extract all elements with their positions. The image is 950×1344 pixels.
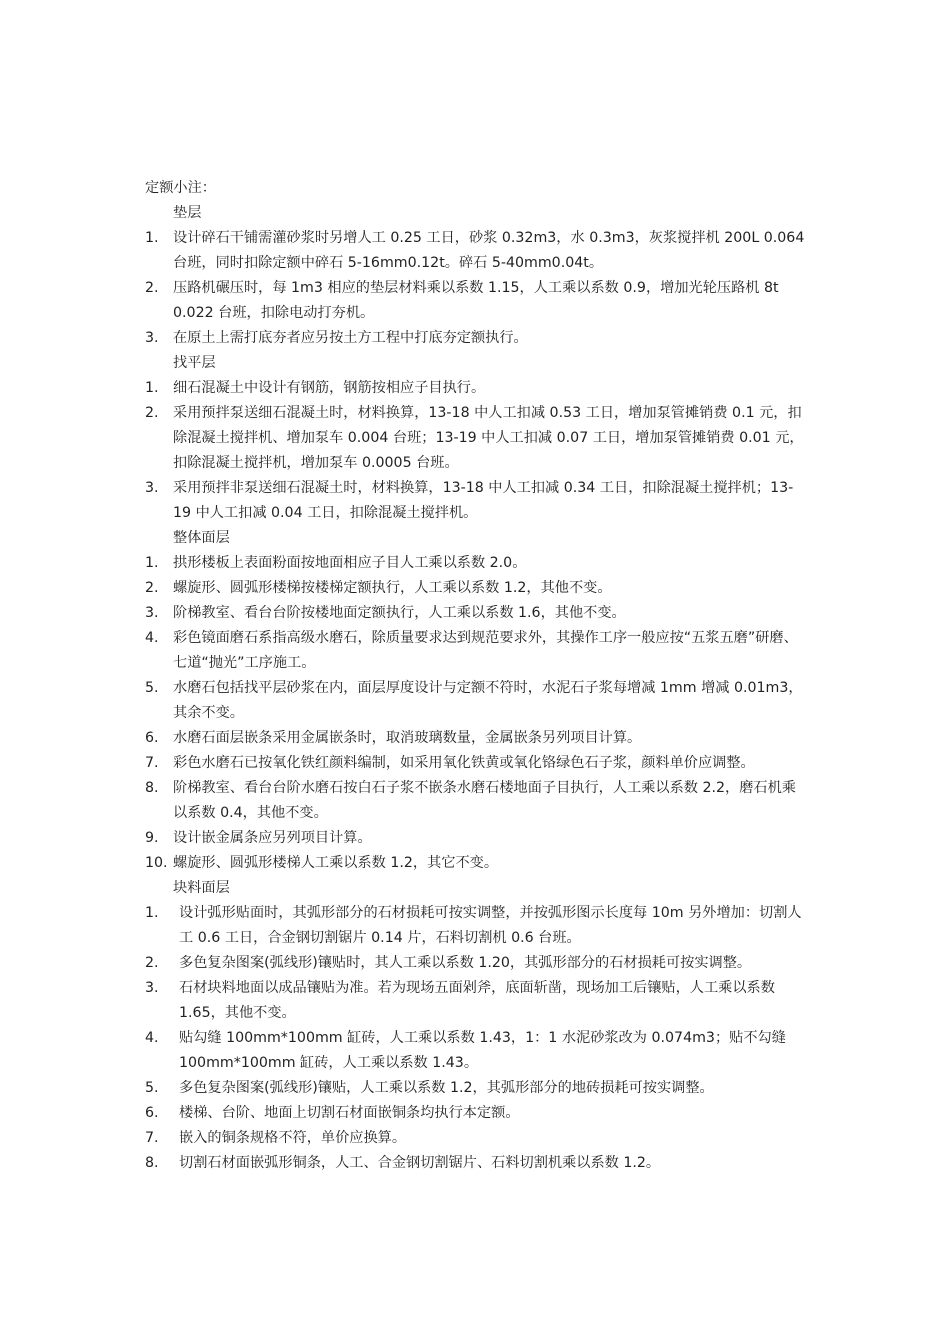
list-item bbox=[145, 901, 810, 951]
list-item bbox=[145, 551, 810, 576]
list-item bbox=[145, 626, 810, 676]
list-item bbox=[145, 276, 810, 326]
section-list bbox=[145, 376, 810, 526]
list-item-text: 拱形楼板上表面粉面按地面相应子目人工乘以系数 2.0。 bbox=[173, 555, 527, 571]
list-item-text: 水磨石包括找平层砂浆在内，面层厚度设计与定额不符时，水泥石子浆每增减 1mm 增减 0.01m3，其余不变。 bbox=[173, 680, 803, 721]
list-item-number: 3. bbox=[145, 605, 159, 621]
list-item-text: 阶梯教室、看台台阶水磨石按白石子浆不嵌条水磨石楼地面子目执行，人工乘以系数 2.2，磨石机乘以系数 0.4，其他不变。 bbox=[173, 780, 796, 821]
list-item bbox=[145, 1076, 810, 1101]
list-item-number: 2. bbox=[145, 405, 159, 421]
list-item-text: 螺旋形、圆弧形楼梯按楼梯定额执行，人工乘以系数 1.2，其他不变。 bbox=[173, 580, 612, 596]
list-item-text: 石材块料地面以成品镶贴为准。若为现场五面剁斧，底面斩凿，现场加工后镶贴，人工乘以系数 1.65，其他不变。 bbox=[179, 980, 775, 1021]
list-item-text: 采用预拌非泵送细石混凝土时，材料换算，13-18 中人工扣减 0.34 工日，扣除混凝土搅拌机；13-19 中人工扣减 0.04 工日，扣除混凝土搅拌机。 bbox=[173, 480, 794, 521]
list-item-number: 2. bbox=[145, 955, 159, 971]
list-item bbox=[145, 976, 810, 1026]
list-item bbox=[145, 851, 810, 876]
section-list bbox=[145, 226, 810, 351]
list-item bbox=[145, 326, 810, 351]
section-heading: 找平层 bbox=[173, 355, 216, 371]
list-item bbox=[145, 726, 810, 751]
list-item-number: 2. bbox=[145, 280, 159, 296]
list-item-number: 6. bbox=[145, 1105, 159, 1121]
list-item-text: 设计嵌金属条应另列项目计算。 bbox=[173, 830, 372, 846]
list-item-number: 1. bbox=[145, 905, 159, 921]
section-heading: 整体面层 bbox=[173, 530, 230, 546]
list-item bbox=[145, 601, 810, 626]
list-item bbox=[145, 476, 810, 526]
list-item-number: 7. bbox=[145, 1130, 159, 1146]
list-item bbox=[145, 401, 810, 476]
list-item-number: 4. bbox=[145, 630, 159, 646]
list-item-number: 5. bbox=[145, 680, 159, 696]
document-body bbox=[145, 176, 810, 1176]
list-item-number: 3. bbox=[145, 980, 159, 996]
list-item bbox=[145, 826, 810, 851]
list-item-text: 设计弧形贴面时，其弧形部分的石材损耗可按实调整，并按弧形图示长度每 10m 另外增加：切割人工 0.6 工日，合金钢切割锯片 0.14 片，石料切割机 0.6 台班。 bbox=[179, 905, 802, 946]
list-item-number: 1. bbox=[145, 380, 159, 396]
list-item bbox=[145, 226, 810, 276]
list-item-number: 10. bbox=[145, 855, 168, 871]
list-item bbox=[145, 751, 810, 776]
list-item bbox=[145, 676, 810, 726]
list-item bbox=[145, 1101, 810, 1126]
list-item-number: 4. bbox=[145, 1030, 159, 1046]
list-item bbox=[145, 1026, 810, 1076]
list-item-number: 6. bbox=[145, 730, 159, 746]
list-item-text: 设计碎石干铺需灌砂浆时另增人工 0.25 工日，砂浆 0.32m3，水 0.3m3，灰浆搅拌机 200L 0.064 台班，同时扣除定额中碎石 5-16mm0.12t。碎石 5-40mm0.04t。 bbox=[173, 230, 805, 271]
list-item bbox=[145, 376, 810, 401]
list-item-number: 3. bbox=[145, 330, 159, 346]
list-item-number: 7. bbox=[145, 755, 159, 771]
sections-container bbox=[145, 201, 810, 1176]
list-item-text: 切割石材面嵌弧形铜条，人工、合金钢切割锯片、石料切割机乘以系数 1.2。 bbox=[179, 1155, 661, 1171]
section-list bbox=[145, 551, 810, 876]
list-item-text: 采用预拌泵送细石混凝土时，材料换算，13-18 中人工扣减 0.53 工日，增加泵管摊销费 0.1 元，扣除混凝土搅拌机、增加泵车 0.004 台班；13-19 中人工扣减 0.07 工日，增加泵管摊销费 0.01 元，扣除混凝土搅拌机，增加泵车 0.0005 台班。 bbox=[173, 405, 804, 471]
list-item-number: 2. bbox=[145, 580, 159, 596]
list-item-text: 彩色水磨石已按氧化铁红颜料编制，如采用氧化铁黄或氧化铬绿色石子浆，颜料单价应调整。 bbox=[173, 755, 755, 771]
list-item-number: 8. bbox=[145, 780, 159, 796]
list-item-text: 阶梯教室、看台台阶按楼地面定额执行，人工乘以系数 1.6，其他不变。 bbox=[173, 605, 626, 621]
list-item-text: 压路机碾压时，每 1m3 相应的垫层材料乘以系数 1.15，人工乘以系数 0.9，增加光轮压路机 8t 0.022 台班，扣除电动打夯机。 bbox=[173, 280, 779, 321]
list-item bbox=[145, 576, 810, 601]
list-item bbox=[145, 1126, 810, 1151]
list-item-text: 楼梯、台阶、地面上切割石材面嵌铜条均执行本定额。 bbox=[179, 1105, 520, 1121]
list-item bbox=[145, 1151, 810, 1176]
list-item-text: 贴勾缝 100mm*100mm 缸砖，人工乘以系数 1.43，1：1 水泥砂浆改为 0.074m3；贴不勾缝 100mm*100mm 缸砖，人工乘以系数 1.43。 bbox=[179, 1030, 786, 1071]
section-heading: 垫层 bbox=[173, 205, 202, 221]
section-heading: 块料面层 bbox=[173, 880, 230, 896]
list-item bbox=[145, 951, 810, 976]
list-item-text: 嵌入的铜条规格不符，单价应换算。 bbox=[179, 1130, 407, 1146]
list-item-text: 多色复杂图案(弧线形)镶贴时，其人工乘以系数 1.20，其弧形部分的石材损耗可按实调整。 bbox=[179, 955, 752, 971]
list-item-text: 螺旋形、圆弧形楼梯人工乘以系数 1.2，其它不变。 bbox=[173, 855, 499, 871]
list-item-text: 在原土上需打底夯者应另按土方工程中打底夯定额执行。 bbox=[173, 330, 528, 346]
list-item-number: 3. bbox=[145, 480, 159, 496]
list-item-number: 8. bbox=[145, 1155, 159, 1171]
document-title: 定额小注： bbox=[145, 180, 216, 196]
list-item bbox=[145, 776, 810, 826]
list-item-number: 9. bbox=[145, 830, 159, 846]
list-item-text: 水磨石面层嵌条采用金属嵌条时，取消玻璃数量，金属嵌条另列项目计算。 bbox=[173, 730, 642, 746]
list-item-number: 1. bbox=[145, 230, 159, 246]
list-item-number: 5. bbox=[145, 1080, 159, 1096]
list-item-number: 1. bbox=[145, 555, 159, 571]
list-item-text: 彩色镜面磨石系指高级水磨石，除质量要求达到规范要求外，其操作工序一般应按“五浆五磨”研磨、七道“抛光”工序施工。 bbox=[173, 630, 798, 671]
list-item-text: 多色复杂图案(弧线形)镶贴，人工乘以系数 1.2，其弧形部分的地砖损耗可按实调整。 bbox=[179, 1080, 714, 1096]
list-item-text: 细石混凝土中设计有钢筋，钢筋按相应子目执行。 bbox=[173, 380, 486, 396]
section-list bbox=[145, 901, 810, 1176]
